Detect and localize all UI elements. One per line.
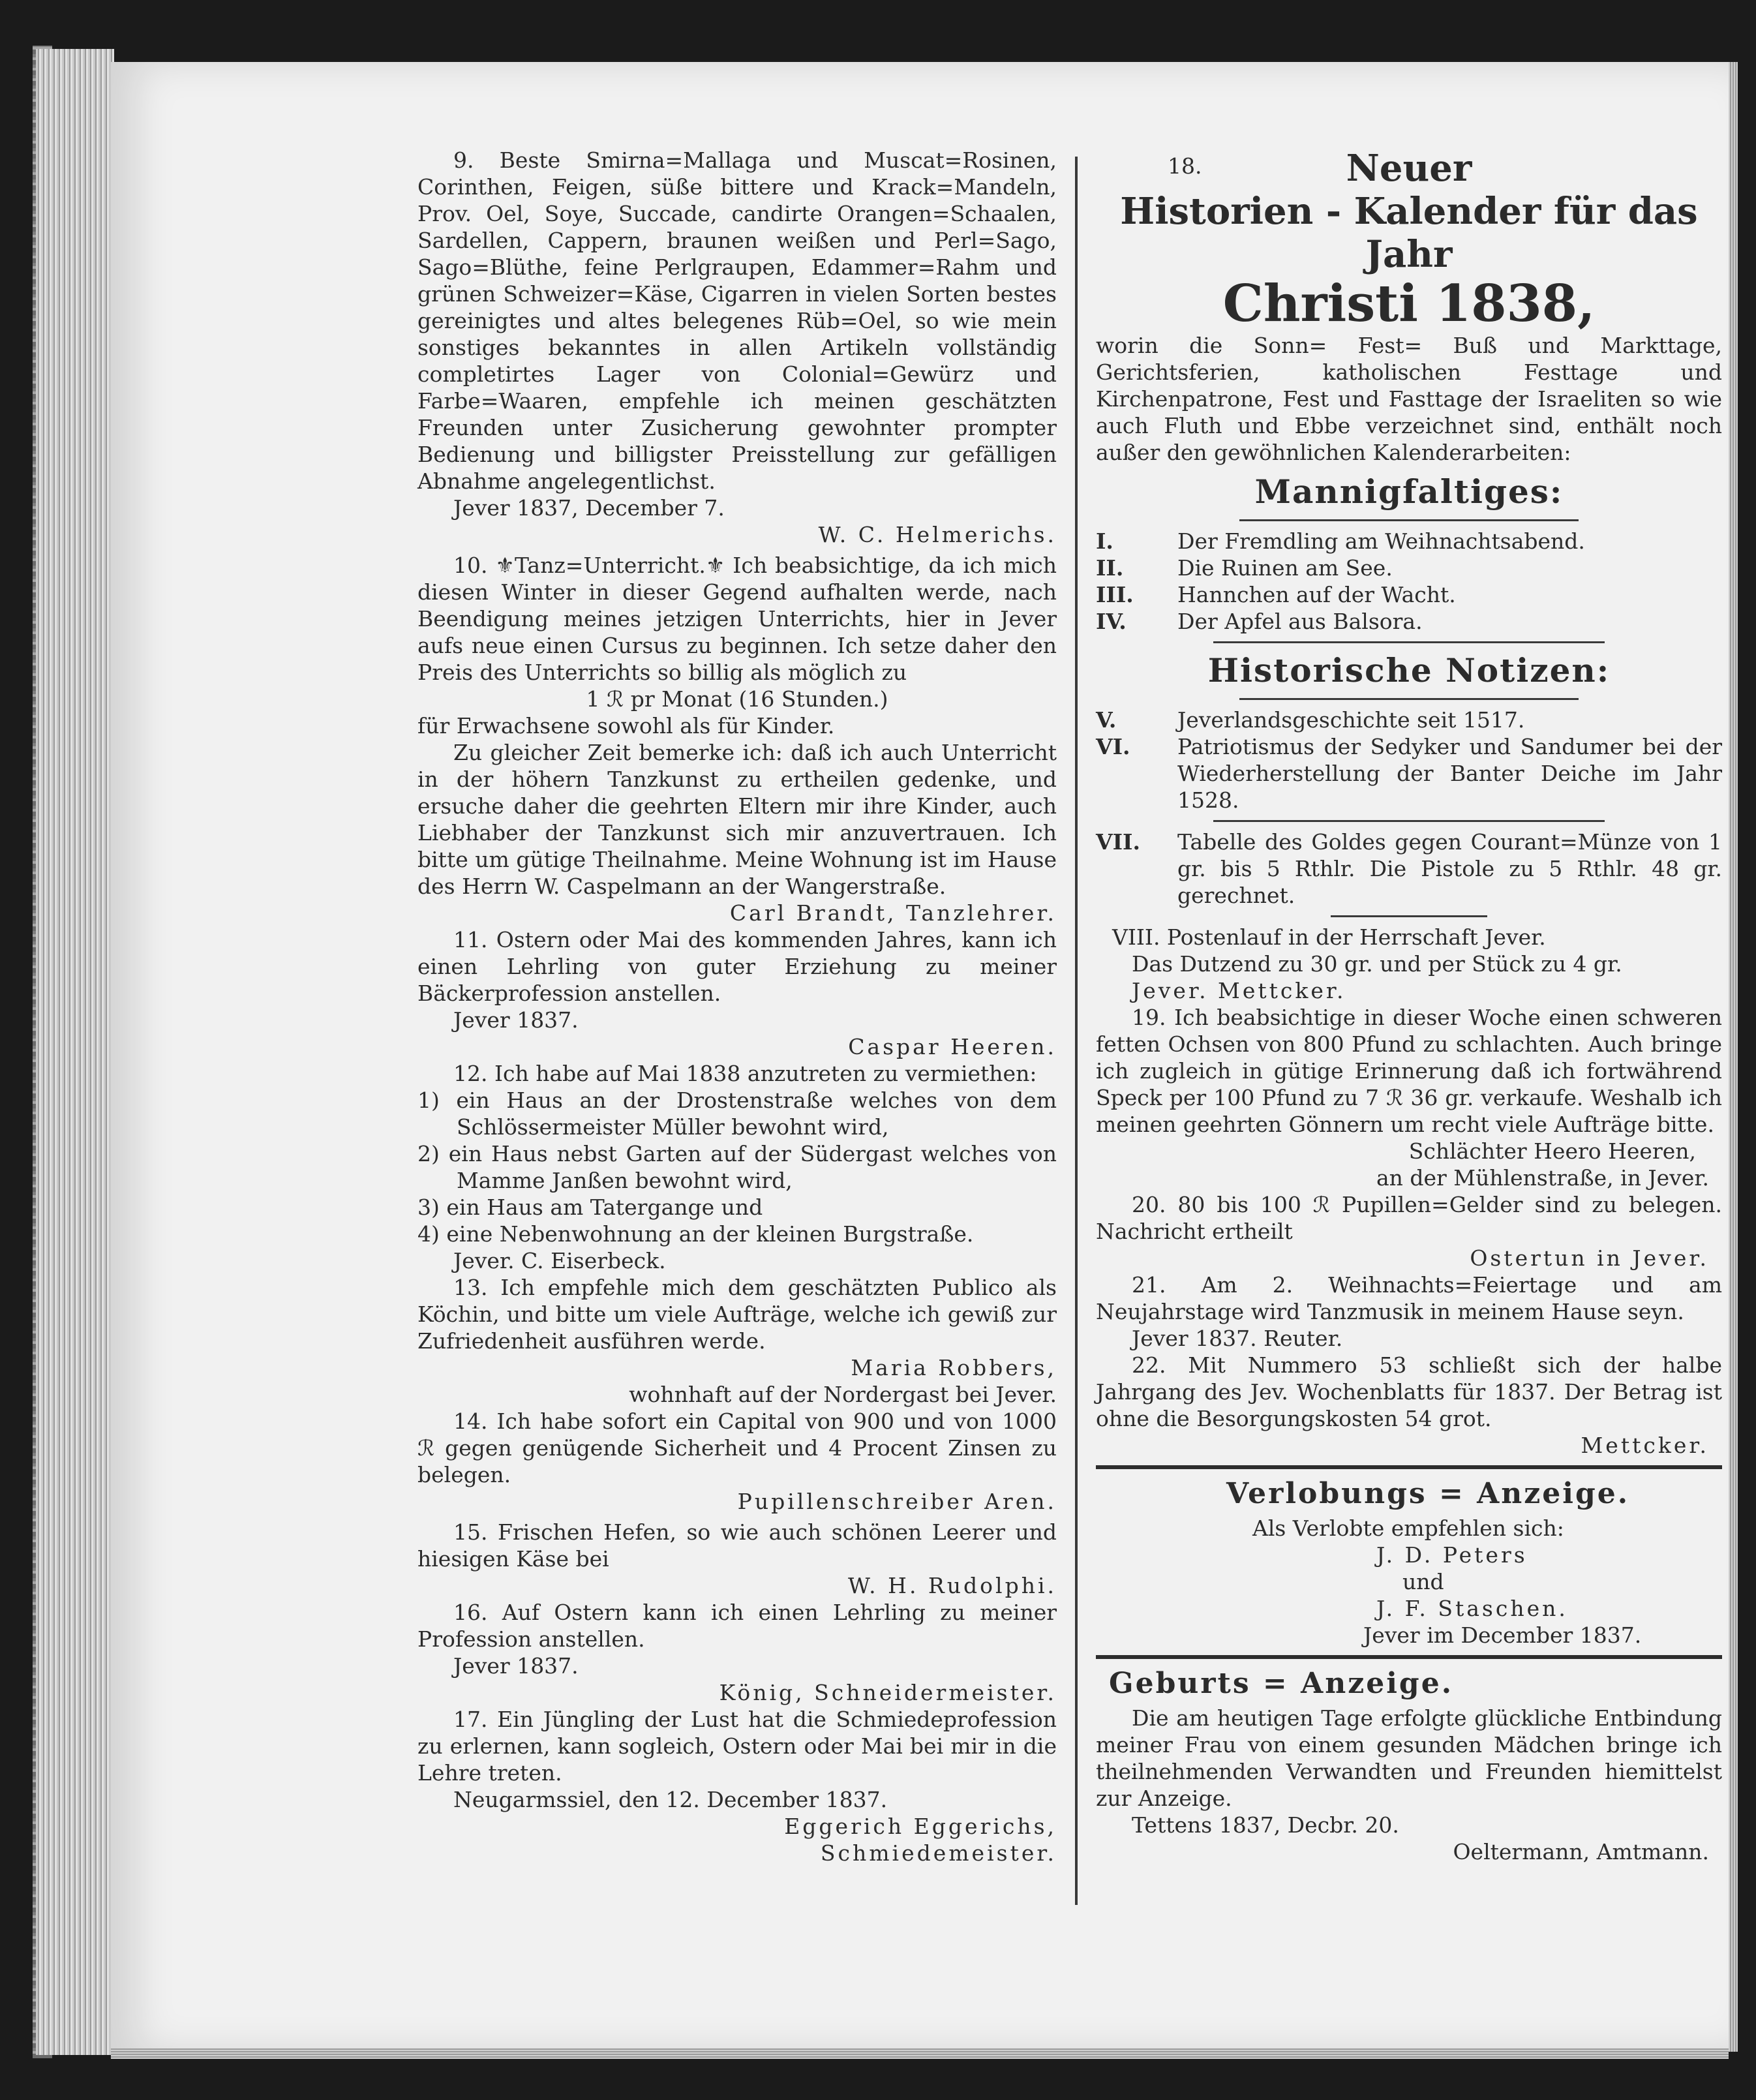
ad-18-description: worin die Sonn= Fest= Buß und Markttage, Gerichtsferien, katholischen Festtage und Kirchenpatrone, Fest und Fasttage der Israeliten so wie auch Fluth und Ebbe verzeichnet sind, enthält noch außer den gewöhnlichen Kalenderarbeiten: bbox=[1096, 333, 1722, 465]
toc-item-4: IV. Der Apfel aus Balsora. bbox=[1096, 609, 1423, 634]
toc-item-7: VII. Tabelle des Goldes gegen Courant=Münze von 1 gr. bis 5 Rthlr. Die Pistole zu 5 Rthlr. 48 gr. gerechnet. bbox=[1096, 829, 1722, 908]
right-column bbox=[1096, 147, 1722, 1865]
verlobung-date: Jever im December 1837. bbox=[1363, 1622, 1642, 1648]
toc-item-2: II. Die Ruinen am See. bbox=[1096, 555, 1393, 581]
ad-21-text: 21. Am 2. Weihnachts=Feiertage und am Neujahrstage wird Tanzmusik in meinem Hause seyn. bbox=[1096, 1272, 1722, 1324]
ad-13-text: 13. Ich empfehle mich dem geschätzten Publico als Köchin, und bitte um viele Aufträge, welche ich gewiß zur Zufriedenheit ausführen werde. bbox=[417, 1275, 1057, 1354]
ad-19-address: an der Mühlenstraße, in Jever. bbox=[1376, 1165, 1709, 1191]
toc-item-6: VI. Patriotismus der Sedyker und Sandumer bei der Wiederherstellung der Banter Deiche im Jahr 1528. bbox=[1096, 734, 1722, 813]
ad-12-item-2: 2) ein Haus nebst Garten auf der Südergast welches von Mamme Janßen bewohnt wird, bbox=[417, 1141, 1057, 1193]
ad-13-address: wohnhaft auf der Nordergast bei Jever. bbox=[629, 1382, 1057, 1407]
page-right-edge bbox=[1729, 62, 1738, 2052]
ad-22-signature: Mettcker. bbox=[1581, 1433, 1709, 1458]
ad-12-signature: Jever. C. Eiserbeck. bbox=[453, 1248, 666, 1273]
ad-18-title-line-3: Christi 1838, bbox=[1222, 274, 1596, 333]
ad-16-date: Jever 1837. bbox=[453, 1653, 579, 1679]
ad-15-text: 15. Frischen Hefen, so wie auch schönen Leerer und hiesigen Käse bei bbox=[417, 1519, 1057, 1572]
ad-12-item-3: 3) ein Haus am Tatergange und bbox=[417, 1195, 763, 1220]
toc-item-5: V. Jeverlandsgeschichte seit 1517. bbox=[1096, 707, 1525, 733]
ad-18-title-line-2: Historien - Kalender für das Jahr bbox=[1120, 190, 1698, 276]
ad-11-text: 11. Ostern oder Mai des kommenden Jahres, kann ich einen Lehrling von guter Erziehung zu meiner Bäckerprofession anstellen. bbox=[417, 927, 1057, 1006]
ad-18-price: Das Dutzend zu 30 gr. und per Stück zu 4 gr. bbox=[1132, 951, 1622, 977]
divider bbox=[1096, 1655, 1722, 1659]
ad-12-text: 12. Ich habe auf Mai 1838 anzutreten zu vermiethen: bbox=[453, 1061, 1037, 1086]
ad-17-date: Neugarmssiel, den 12. December 1837. bbox=[453, 1787, 888, 1812]
divider bbox=[1096, 1465, 1722, 1469]
geburt-text: Die am heutigen Tage erfolgte glückliche Entbindung meiner Frau von einem gesunden Mädchen bringe ich theilnehmenden Verwandten und Freunden hiemittelst zur Anzeige. bbox=[1096, 1705, 1722, 1811]
ad-10-price: 1 ℛ pr Monat (16 Stunden.) bbox=[586, 686, 888, 712]
section-geburts-anzeige: Geburts = Anzeige. bbox=[1109, 1667, 1454, 1700]
column-divider bbox=[1075, 157, 1078, 1905]
ad-16-signature: König, Schneidermeister. bbox=[719, 1680, 1057, 1705]
divider bbox=[1239, 698, 1579, 700]
book-left-edge bbox=[36, 49, 114, 2055]
ad-18-title-line-1: Neuer bbox=[1346, 147, 1472, 190]
ad-11-date: Jever 1837. bbox=[453, 1007, 579, 1033]
section-mannigfaltiges: Mannigfaltiges: bbox=[1254, 472, 1564, 511]
verlobung-und: und bbox=[1402, 1569, 1444, 1594]
divider bbox=[1213, 820, 1605, 822]
ad-9-date: Jever 1837, December 7. bbox=[453, 495, 725, 521]
verlobung-line-1: Als Verlobte empfehlen sich: bbox=[1252, 1515, 1564, 1541]
ad-18-signature: Jever. Mettcker. bbox=[1132, 978, 1346, 1003]
ad-19-signature: Schlächter Heero Heeren, bbox=[1408, 1138, 1696, 1164]
ad-17-title: Schmiedemeister. bbox=[820, 1840, 1057, 1866]
toc-item-1: I. Der Fremdling am Weihnachtsabend. bbox=[1096, 528, 1585, 554]
page-bottom-edge bbox=[111, 2048, 1729, 2059]
ad-12-item-4: 4) eine Nebenwohnung an der kleinen Burgstraße. bbox=[417, 1221, 974, 1247]
ad-9-text: 9. Beste Smirna=Mallaga und Muscat=Rosinen, Corinthen, Feigen, süße bittere und Krack=Mandeln, Prov. Oel, Soye, Succade, candirte Orangen=Schaalen, Sardellen, Cappern, braunen weißen und Perl=Sago, Sago=Blüthe, feine Perlgraupen, Edammer=Rahm und grünen Schweizer=Käse, Cigarren in vielen Sorten bestes gereinigtes und altes belegenes Rüb=Oel, so wie mein sonstiges bekanntes in allen Artikeln vollständig completirtes Lager von Colonial=Gewürz und Farbe=Waaren, empfehle ich meinen geschätzten Freunden unter Zusicherung gewohnter prompter Bedienung und billigster Preisstellung zur gefälligen Abnahme angelegentlichst. bbox=[417, 147, 1057, 494]
ad-10-signature: Carl Brandt, Tanzlehrer. bbox=[729, 900, 1057, 926]
ad-14-text: 14. Ich habe sofort ein Capital von 900 und von 1000 ℛ gegen genügende Sicherheit und 4 Procent Zinsen zu belegen. bbox=[417, 1408, 1057, 1487]
ad-22-text: 22. Mit Nummero 53 schließt sich der halbe Jahrgang des Jev. Wochenblatts für 1837. Der Betrag ist ohne die Besorgungskosten 54 grot. bbox=[1096, 1352, 1722, 1431]
ad-10-text: 10. ⚜Tanz=Unterricht.⚜ Ich beabsichtige, da ich mich diesen Winter in dieser Gegend aufhalten werde, nach Beendigung meines jetzigen Unterrichts, hier in Jever aufs neue einen Cursus zu beginnen. Ich setze daher den Preis des Unterrichts so billig als möglich zu bbox=[417, 553, 1057, 685]
divider bbox=[1239, 519, 1579, 521]
ad-17-text: 17. Ein Jüngling der Lust hat die Schmiedeprofession zu erlernen, kann sogleich, Ostern oder Mai bei mir in die Lehre treten. bbox=[417, 1707, 1057, 1786]
geburt-signature: Oeltermann, Amtmann. bbox=[1453, 1839, 1709, 1864]
divider bbox=[1331, 915, 1487, 917]
section-historische-notizen: Historische Notizen: bbox=[1207, 651, 1611, 690]
ad-21-signature: Jever 1837. Reuter. bbox=[1132, 1326, 1343, 1351]
ad-15-signature: W. H. Rudolphi. bbox=[848, 1573, 1057, 1598]
toc-item-8: VIII. Postenlauf in der Herrschaft Jever. bbox=[1112, 924, 1546, 950]
ad-18-number: 18. bbox=[1168, 153, 1202, 179]
ad-11-signature: Caspar Heeren. bbox=[848, 1034, 1057, 1059]
ad-20-signature: Ostertun in Jever. bbox=[1470, 1245, 1709, 1271]
ad-13-signature: Maria Robbers, bbox=[851, 1355, 1057, 1380]
ad-14-signature: Pupillenschreiber Aren. bbox=[737, 1489, 1057, 1514]
geburt-date: Tettens 1837, Decbr. 20. bbox=[1132, 1812, 1399, 1838]
ad-10-text-2: Zu gleicher Zeit bemerke ich: daß ich auch Unterricht in der höhern Tanzkunst zu ertheilen gedenke, und ersuche daher die geehrten Eltern mir ihre Kinder, auch Liebhaber der Tanzkunst sich mir anzuvertrauen. Ich bitte um gütige Theilnahme. Meine Wohnung ist im Hause des Herrn W. Caspelmann an der Wangerstraße. bbox=[417, 740, 1057, 899]
ad-12-item-1: 1) ein Haus an der Drostenstraße welches von dem Schlössermeister Müller bewohnt wird, bbox=[417, 1088, 1057, 1140]
verlobung-name-1: J. D. Peters bbox=[1376, 1542, 1528, 1568]
ad-19-text: 19. Ich beabsichtige in dieser Woche einen schweren fetten Ochsen von 800 Pfund zu schlachten. Auch bringe ich zugleich in gütige Erinnerung daß ich fortwährend Speck per 100 Pfund zu 7 ℛ 36 gr. verkaufe. Weshalb ich meinen geehrten Gönnern um recht viele Aufträge bitte. bbox=[1096, 1005, 1722, 1137]
left-column bbox=[417, 147, 1057, 1866]
ad-20-text: 20. 80 bis 100 ℛ Pupillen=Gelder sind zu belegen. Nachricht ertheilt bbox=[1096, 1192, 1722, 1244]
ad-10-audience: für Erwachsene sowohl als für Kinder. bbox=[417, 713, 835, 738]
divider bbox=[1213, 641, 1605, 643]
ad-9-signature: W. C. Helmerichs. bbox=[818, 522, 1057, 547]
ad-17-signature: Eggerich Eggerichs, bbox=[784, 1814, 1057, 1839]
ad-16-text: 16. Auf Ostern kann ich einen Lehrling zu meiner Profession anstellen. bbox=[417, 1600, 1057, 1652]
toc-item-3: III. Hannchen auf der Wacht. bbox=[1096, 582, 1456, 607]
section-verlobungs-anzeige: Verlobungs = Anzeige. bbox=[1226, 1477, 1630, 1510]
verlobung-name-2: J. F. Staschen. bbox=[1376, 1596, 1568, 1621]
